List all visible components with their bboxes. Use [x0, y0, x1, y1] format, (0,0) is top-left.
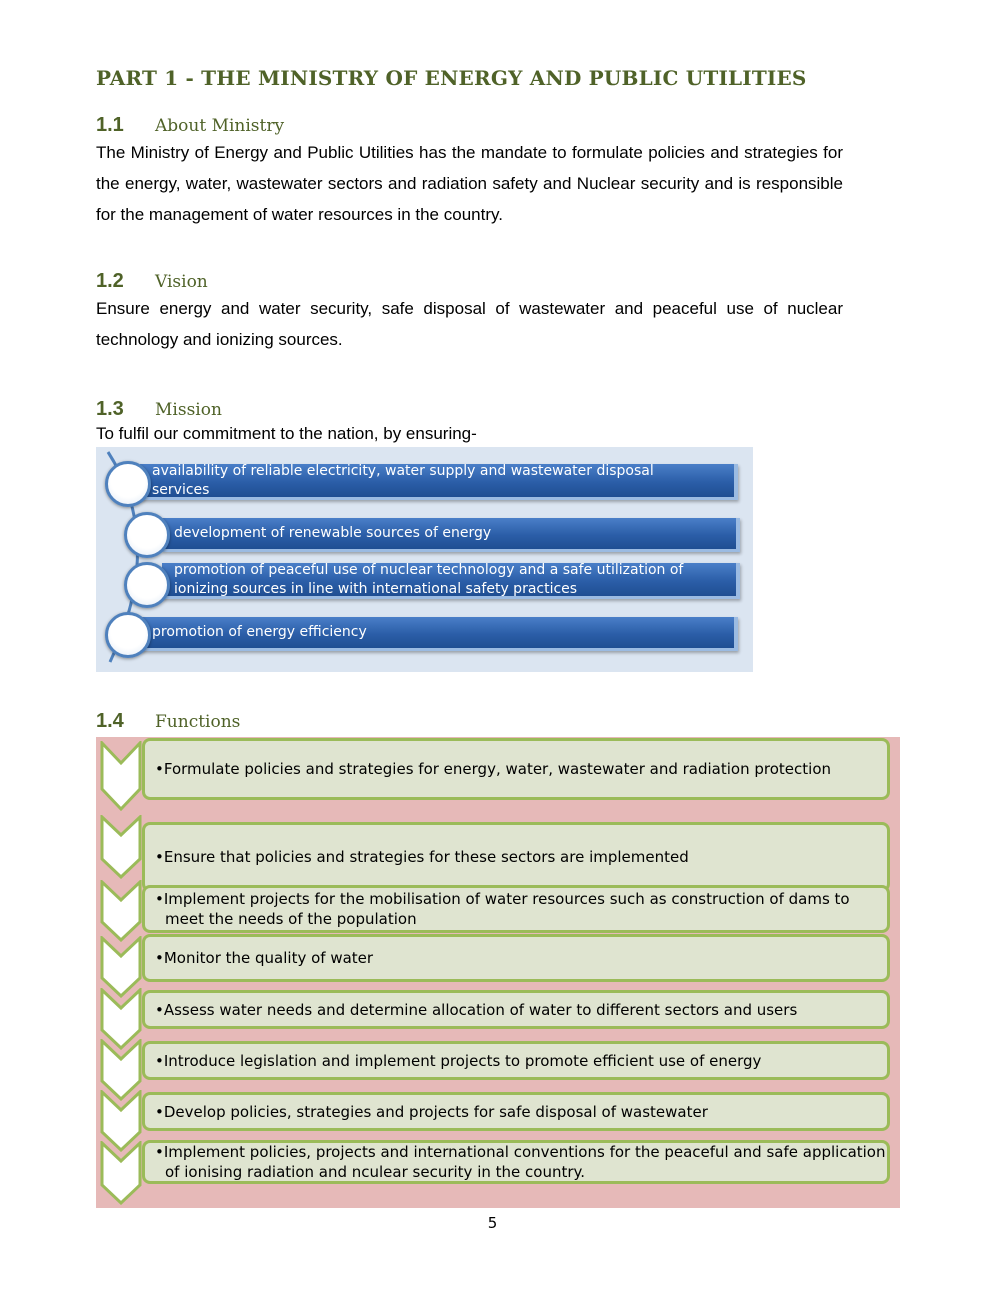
- function-item: [142, 822, 890, 892]
- function-item: [142, 885, 890, 933]
- mission-item-text: development of renewable sources of energy: [174, 525, 492, 541]
- mission-intro: To fulfil our commitment to the nation, by ensuring-: [96, 424, 477, 443]
- function-item-text: •Formulate policies and strategies for energy, water, wastewater and radiation protection: [155, 760, 832, 778]
- bullet-circle-icon: [105, 612, 151, 658]
- section-number: 1.4: [96, 710, 124, 732]
- function-item: [142, 738, 890, 800]
- page-title: PART 1 - THE MINISTRY OF ENERGY AND PUBLIC UTILITIES: [96, 66, 807, 90]
- mission-item: [162, 563, 740, 599]
- mission-item-text: availability of reliable electricity, water supply and wastewater disposal services: [152, 462, 654, 498]
- function-item-text: •Develop policies, strategies and projects for safe disposal of wastewater: [155, 1102, 708, 1121]
- mission-item-text: promotion of energy efficiency: [152, 624, 367, 640]
- function-item-text: •Introduce legislation and implement projects to promote efficient use of energy: [155, 1051, 762, 1070]
- section-name: About Ministry: [155, 116, 285, 136]
- section-name: Vision: [155, 272, 208, 292]
- function-item-text: •Assess water needs and determine allocation of water to different sectors and users: [155, 1000, 798, 1019]
- chevron-down-icon: [100, 880, 142, 942]
- chevron-down-icon: [100, 1141, 142, 1205]
- section-heading-about: [96, 114, 284, 137]
- bullet-circle-icon: [124, 562, 170, 608]
- function-item: [142, 990, 890, 1029]
- mission-item: [140, 464, 738, 500]
- chevron-down-icon: [100, 815, 142, 879]
- about-paragraph: The Ministry of Energy and Public Utilities has the mandate to formulate policies and strategies for the energy, water, wastewater sectors and radiation safety and Nuclear security and is responsible for the management of water resources in the country.: [96, 143, 843, 224]
- mission-item: [162, 518, 740, 552]
- bullet-circle-icon: [105, 461, 151, 507]
- vision-paragraph: Ensure energy and water security, safe disposal of wastewater and peaceful use of nuclear technology and ionizing sources.: [96, 299, 843, 349]
- bullet-circle-icon: [124, 512, 170, 558]
- function-item: [142, 1092, 890, 1131]
- section-heading-vision: [96, 270, 208, 293]
- function-item: [142, 1041, 890, 1080]
- section-name: Mission: [155, 400, 222, 420]
- section-heading-functions: [96, 710, 240, 733]
- function-item-text: •Ensure that policies and strategies for these sectors are implemented: [155, 848, 689, 866]
- section-number: 1.3: [96, 398, 124, 420]
- section-number: 1.2: [96, 270, 124, 292]
- function-item-text: •Implement policies, projects and international conventions for the peaceful and safe application of ionising radiation and nculear security in the country.: [155, 1143, 886, 1181]
- function-item-text: •Implement projects for the mobilisation of water resources such as construction of dams to meet the needs of the population: [155, 890, 850, 928]
- section-heading-mission: [96, 398, 222, 421]
- mission-diagram: [96, 447, 753, 672]
- mission-item-text: promotion of peaceful use of nuclear technology and a safe utilization of ionizing sources in line with international safety practices: [174, 561, 684, 597]
- section-name: Functions: [155, 712, 241, 732]
- page-number: 5: [487, 1214, 498, 1232]
- mission-item: [140, 617, 738, 651]
- section-number: 1.1: [96, 114, 124, 136]
- function-item: [142, 934, 890, 982]
- function-item: [142, 1140, 890, 1184]
- function-item-text: •Monitor the quality of water: [155, 949, 374, 967]
- chevron-down-icon: [100, 741, 142, 811]
